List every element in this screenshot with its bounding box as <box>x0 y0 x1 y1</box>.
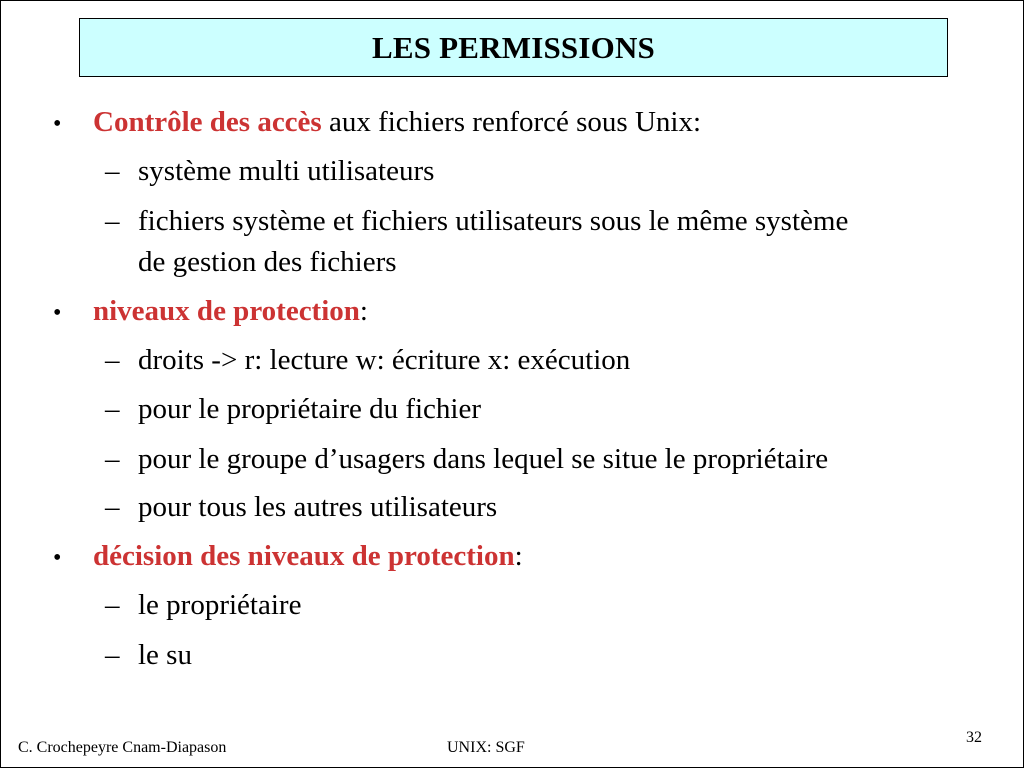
sub-item: système multi utilisateurs <box>138 155 435 187</box>
sub-item: pour le groupe d’usagers dans lequel se situe le propriétaire <box>138 443 829 475</box>
bullet-item-protection-decision <box>93 539 523 573</box>
bullet-item-protection-levels <box>93 294 368 328</box>
slide-content <box>1 1 1024 768</box>
sub-item: droits -> r: lecture w: écriture x: exécution <box>138 344 631 376</box>
dash-marker: – <box>105 393 120 425</box>
footer-author: C. Crochepeyre Cnam-Diapason <box>18 739 227 756</box>
dash-marker: – <box>105 205 120 237</box>
sub-item: pour tous les autres utilisateurs <box>138 491 498 523</box>
bullet-rest: : <box>359 295 368 327</box>
sub-item-continuation: de gestion des fichiers <box>138 246 397 278</box>
bullet-marker: • <box>53 300 62 326</box>
sub-item: le propriétaire <box>138 589 302 621</box>
bullet-highlight: décision des niveaux de protection <box>93 540 515 572</box>
dash-marker: – <box>105 443 120 475</box>
sub-item: le su <box>138 639 192 671</box>
dash-marker: – <box>105 491 120 523</box>
dash-marker: – <box>105 639 120 671</box>
sub-item: fichiers système et fichiers utilisateurs sous le même système <box>138 205 849 237</box>
page-number: 32 <box>966 729 982 746</box>
slide-title: LES PERMISSIONS <box>372 29 655 65</box>
bullet-marker: • <box>53 545 62 571</box>
dash-marker: – <box>105 344 120 376</box>
bullet-rest: : <box>514 540 523 572</box>
bullet-rest: aux fichiers renforcé sous Unix: <box>321 106 702 138</box>
bullet-highlight: Contrôle des accès <box>93 106 322 138</box>
dash-marker: – <box>105 155 120 187</box>
sub-item: pour le propriétaire du fichier <box>138 393 482 425</box>
bullet-highlight: niveaux de protection <box>93 295 360 327</box>
footer-course: UNIX: SGF <box>447 739 525 756</box>
bullet-marker: • <box>53 111 62 137</box>
bullet-item-access-control <box>93 105 701 139</box>
dash-marker: – <box>105 589 120 621</box>
